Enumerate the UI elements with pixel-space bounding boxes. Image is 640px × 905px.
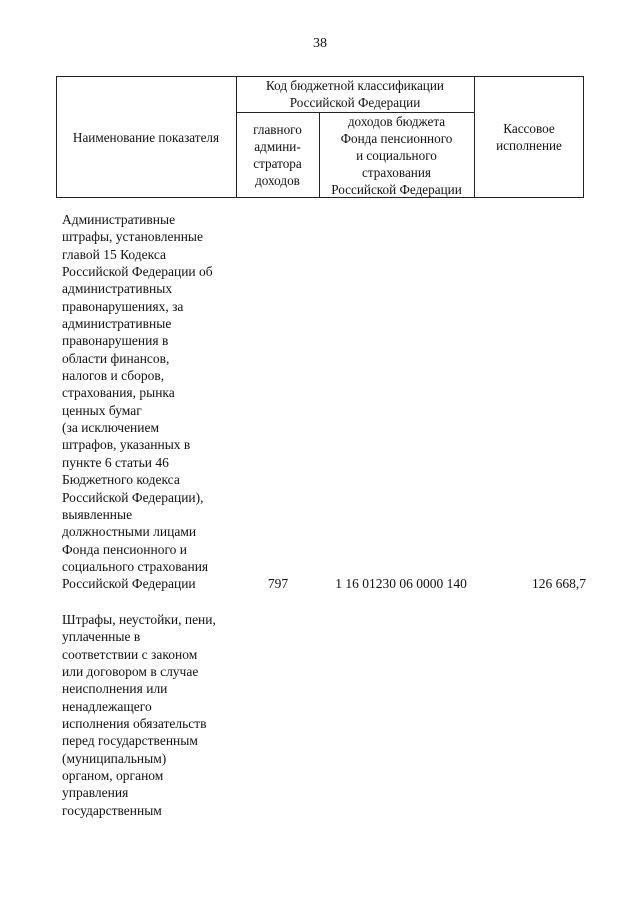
indicator-name: Штрафы, неустойки, пени, уплаченные в соответствии с законом или договором в случае неисполнения или ненадлежащего исполнения обязательств перед государственным (муниципальным) органом, органом управления государственным	[62, 612, 216, 818]
table-row	[0, 211, 640, 593]
indicator-name: Административные штрафы, установленные главой 15 Кодекса Российской Федерации об административных правонарушениях, за административные правонарушения в области финансов, налогов и сборов, страхования, рынка ценных бумаг (за исключением штрафов, указанных в пункте 6 статьи 46 Бюджетного кодекса Российской Федерации), выявленные должностными лицами Фонда пенсионного и социального страхования Российской Федерации	[62, 212, 213, 592]
cash-execution-header: Кассовое исполнение	[496, 121, 562, 153]
cash-amount: 126 668,7	[532, 576, 586, 591]
income-code-header: доходов бюджета Фонда пенсионного и социального страхования Российской Федерации	[331, 113, 462, 197]
table-header	[56, 76, 584, 198]
budget-code-group-header: Код бюджетной классификации Российской Федерации	[266, 78, 444, 110]
admin-code-header: главного админи- стратора доходов	[253, 122, 302, 188]
table-row	[0, 611, 640, 831]
admin-code: 797	[267, 576, 289, 591]
page-number: 38	[313, 36, 327, 51]
indicator-name-header: Наименование показателя	[72, 129, 220, 145]
income-code: 1 16 01230 06 0000 140	[335, 576, 467, 591]
